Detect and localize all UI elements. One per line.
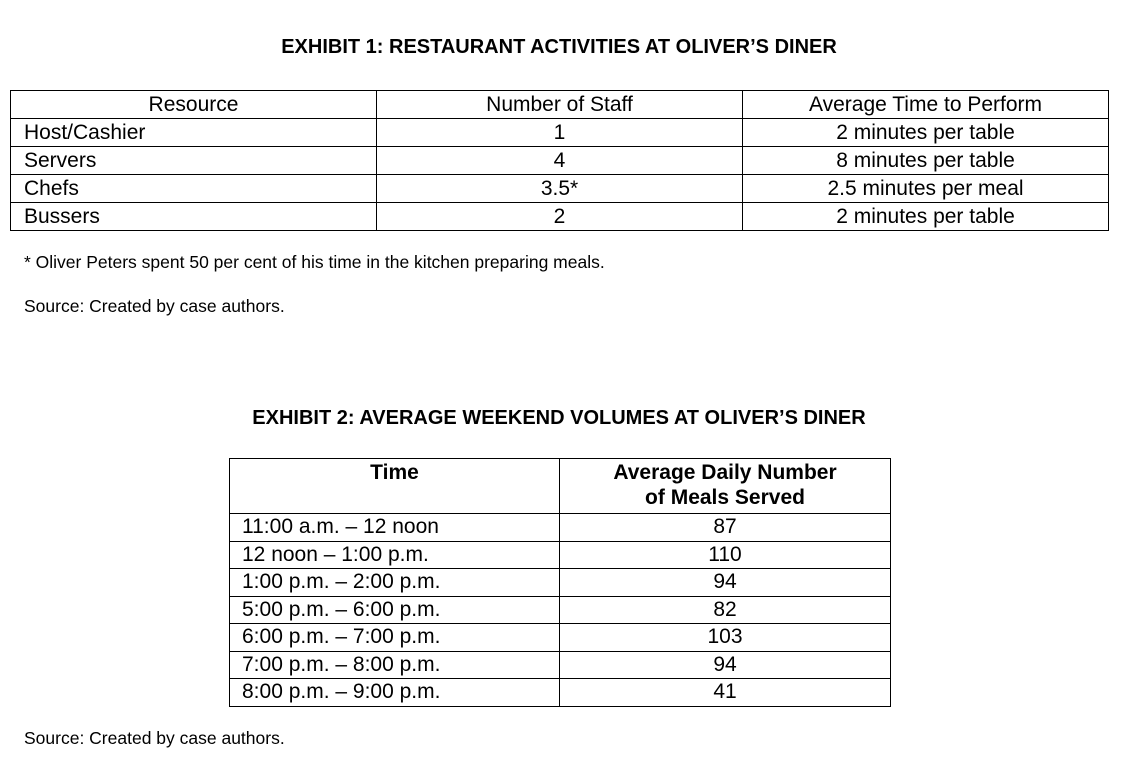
column-header-average-time: Average Time to Perform	[743, 91, 1109, 119]
meals-cell: 41	[560, 679, 891, 707]
time-cell: 1:00 p.m. – 2:00 p.m.	[230, 569, 560, 597]
table-header-row	[230, 459, 891, 514]
column-header-meals-line-2: of Meals Served	[645, 486, 805, 509]
table-row	[230, 651, 891, 679]
restaurant-activities-table	[10, 90, 1109, 231]
staff-cell: 2	[377, 203, 743, 231]
resource-cell: Chefs	[11, 175, 377, 203]
staff-cell: 1	[377, 119, 743, 147]
column-header-number-of-staff: Number of Staff	[377, 91, 743, 119]
meals-cell: 87	[560, 514, 891, 542]
exhibit-1-source: Source: Created by case authors.	[24, 296, 285, 316]
time-cell: 8:00 p.m. – 9:00 p.m.	[230, 679, 560, 707]
time-cell: 6:00 p.m. – 7:00 p.m.	[230, 624, 560, 652]
weekend-volumes-table	[229, 458, 891, 707]
column-header-resource: Resource	[11, 91, 377, 119]
exhibit-2-title: EXHIBIT 2: AVERAGE WEEKEND VOLUMES AT OLIVER’S DINER	[252, 407, 866, 429]
time-cell: 8 minutes per table	[743, 147, 1109, 175]
table-row	[230, 679, 891, 707]
meals-cell: 103	[560, 624, 891, 652]
meals-cell: 82	[560, 596, 891, 624]
time-cell: 2.5 minutes per meal	[743, 175, 1109, 203]
time-cell: 12 noon – 1:00 p.m.	[230, 541, 560, 569]
meals-cell: 110	[560, 541, 891, 569]
table-row	[230, 569, 891, 597]
column-header-time	[230, 459, 560, 514]
table-row	[230, 514, 891, 542]
column-header-time-label: Time	[370, 461, 419, 484]
meals-cell: 94	[560, 569, 891, 597]
resource-cell: Servers	[11, 147, 377, 175]
time-cell: 11:00 a.m. – 12 noon	[230, 514, 560, 542]
table-row	[11, 203, 1109, 231]
time-cell: 7:00 p.m. – 8:00 p.m.	[230, 651, 560, 679]
table-row	[230, 541, 891, 569]
staff-cell: 4	[377, 147, 743, 175]
table-header-row	[11, 91, 1109, 119]
table-row	[230, 596, 891, 624]
resource-cell: Host/Cashier	[11, 119, 377, 147]
table-row	[11, 147, 1109, 175]
meals-cell: 94	[560, 651, 891, 679]
time-cell: 2 minutes per table	[743, 203, 1109, 231]
staff-cell: 3.5*	[377, 175, 743, 203]
time-cell: 2 minutes per table	[743, 119, 1109, 147]
table-row	[230, 624, 891, 652]
table-row	[11, 119, 1109, 147]
resource-cell: Bussers	[11, 203, 377, 231]
exhibit-2-source: Source: Created by case authors.	[24, 728, 285, 748]
time-cell: 5:00 p.m. – 6:00 p.m.	[230, 596, 560, 624]
exhibit-1-footnote: * Oliver Peters spent 50 per cent of his time in the kitchen preparing meals.	[24, 252, 605, 272]
table-row	[11, 175, 1109, 203]
column-header-meals-served	[560, 459, 891, 514]
column-header-meals-line-1: Average Daily Number	[613, 461, 837, 484]
exhibit-1-title: EXHIBIT 1: RESTAURANT ACTIVITIES AT OLIVER’S DINER	[281, 36, 837, 58]
